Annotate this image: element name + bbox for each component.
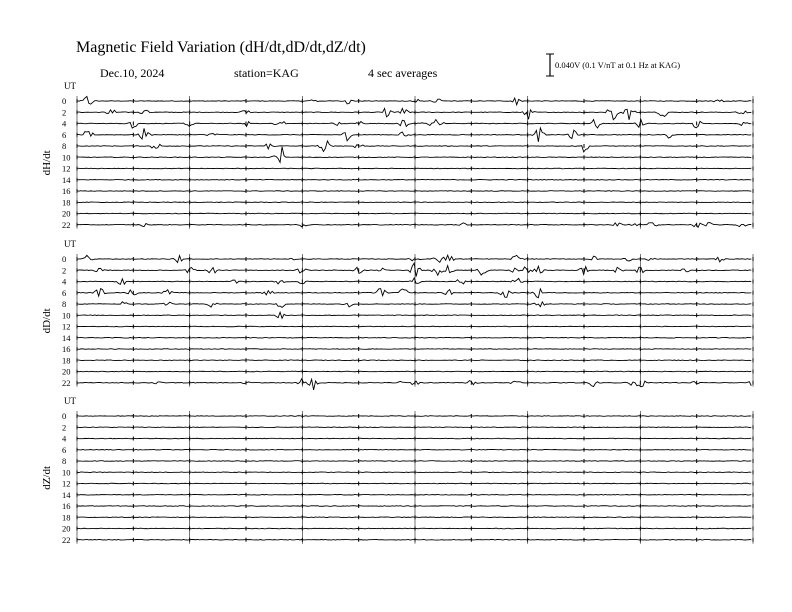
panel-label: dZ/dt xyxy=(41,465,53,490)
trace-hour-label: 6 xyxy=(62,444,67,455)
panel-label: dH/dt xyxy=(41,150,53,176)
trace-line xyxy=(77,255,751,262)
trace-line xyxy=(77,528,751,529)
trace-hour-label: 22 xyxy=(62,377,71,388)
trace-hour-label: 16 xyxy=(62,186,71,196)
trace-hour-label: 18 xyxy=(62,197,71,208)
trace-line xyxy=(77,349,751,350)
trace-hour-label: 0 xyxy=(62,96,67,106)
trace-line xyxy=(77,438,751,439)
trace-hour-label: 10 xyxy=(62,310,71,321)
trace-hour-label: 20 xyxy=(62,523,71,534)
trace-line xyxy=(77,312,751,318)
trace-line xyxy=(77,494,751,495)
trace-hour-label: 8 xyxy=(62,299,67,309)
trace-line xyxy=(77,96,751,104)
trace-hour-label: 12 xyxy=(62,163,71,174)
trace-hour-label: 14 xyxy=(62,174,71,185)
panel-label: dD/dt xyxy=(41,308,53,334)
trace-hour-label: 18 xyxy=(62,355,71,366)
trace-hour-label: 18 xyxy=(62,512,71,523)
trace-hour-label: 4 xyxy=(62,118,67,129)
ut-label: UT xyxy=(64,81,76,91)
trace-hour-label: 16 xyxy=(62,501,71,511)
trace-line xyxy=(77,141,751,152)
scale-bar-label: 0.040V (0.1 V/nT at 0.1 Hz at KAG) xyxy=(555,60,681,70)
trace-line xyxy=(77,461,751,462)
trace-hour-label: 22 xyxy=(62,534,71,545)
trace-hour-label: 2 xyxy=(62,422,67,433)
trace-hour-label: 20 xyxy=(62,208,71,219)
trace-hour-label: 12 xyxy=(62,321,71,332)
trace-line xyxy=(77,223,751,228)
trace-hour-label: 12 xyxy=(62,478,71,489)
trace-line xyxy=(77,337,751,338)
trace-line xyxy=(77,278,751,284)
trace-line xyxy=(77,147,751,163)
trace-hour-label: 14 xyxy=(62,489,71,500)
trace-line xyxy=(77,289,751,298)
trace-line xyxy=(77,506,751,507)
trace-line xyxy=(77,302,751,308)
trace-hour-label: 0 xyxy=(62,254,67,264)
trace-line xyxy=(77,449,751,450)
trace-line xyxy=(77,202,751,203)
chart-title: Magnetic Field Variation (dH/dt,dD/dt,dZ/dt) xyxy=(76,39,366,56)
date-label: Dec.10, 2024 xyxy=(100,66,165,80)
trace-line xyxy=(77,179,751,180)
trace-hour-label: 6 xyxy=(62,129,67,140)
trace-line xyxy=(77,371,751,372)
trace-hour-label: 2 xyxy=(62,107,67,118)
trace-line xyxy=(77,360,751,361)
station-label: station=KAG xyxy=(234,66,299,80)
trace-line xyxy=(77,517,751,518)
trace-hour-label: 10 xyxy=(62,152,71,163)
trace-line xyxy=(77,379,751,390)
trace-line xyxy=(77,483,751,484)
trace-line xyxy=(77,120,751,129)
trace-line xyxy=(77,128,751,142)
trace-hour-label: 6 xyxy=(62,287,67,298)
trace-line xyxy=(77,168,751,169)
trace-line xyxy=(77,108,751,119)
trace-hour-label: 10 xyxy=(62,467,71,478)
trace-line xyxy=(77,191,751,192)
averaging-label: 4 sec averages xyxy=(368,66,438,80)
trace-hour-label: 14 xyxy=(62,332,71,343)
trace-hour-label: 2 xyxy=(62,265,67,276)
trace-hour-label: 4 xyxy=(62,433,67,444)
trace-hour-label: 8 xyxy=(62,141,67,151)
trace-line xyxy=(77,326,751,327)
trace-hour-label: 4 xyxy=(62,276,67,287)
trace-line xyxy=(77,213,751,214)
trace-line xyxy=(77,472,751,473)
trace-line xyxy=(77,427,751,428)
trace-hour-label: 22 xyxy=(62,219,71,230)
trace-line xyxy=(77,263,751,276)
trace-hour-label: 0 xyxy=(62,411,67,421)
trace-line xyxy=(77,539,751,540)
trace-hour-label: 16 xyxy=(62,344,71,354)
trace-hour-label: 20 xyxy=(62,366,71,377)
trace-line xyxy=(77,416,751,417)
ut-label: UT xyxy=(64,239,76,249)
trace-hour-label: 8 xyxy=(62,456,67,466)
ut-label: UT xyxy=(64,396,76,406)
